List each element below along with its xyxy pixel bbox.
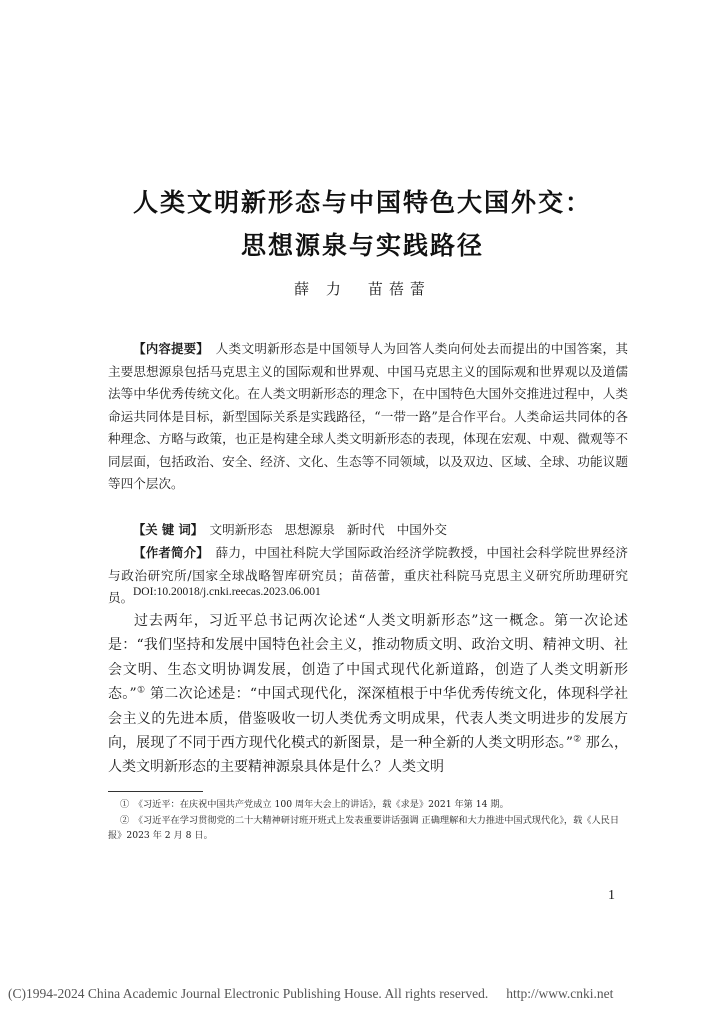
paper-title-line-2: 思想源泉与实践路径 [240,231,484,260]
keywords-tag: 【关 键 词】 [133,523,197,537]
copyright-footer [8,986,613,1002]
footnote-1: ① 《习近平：在庆祝中国共产党成立 100 周年大会上的讲话》，载《求是》2021 年第 14 期。 [120,799,509,810]
body-text-2: 第二次论述是：“中国式现代化，深深植根于中华优秀传统文化，体现科学社会主义的先进本质，借鉴吸收一切人类优秀文明成果，代表人类文明进步的发展方向，展现了不同于西方现代化模式的新图景，是一种全新的人类文明形态。” [108,686,628,752]
abstract-spacer [203,341,216,356]
abstract-text: 人类文明新形态是中国领导人为回答人类向何处去而提出的中国答案，其主要思想源泉包括马克思主义的国际观和世界观、中国马克思主义的国际观和世界观以及道儒法等中华优秀传统文化。在人类文明新形态的理念下，在中国特色大国外交推进过程中，人类命运共同体是目标，新型国际关系是实践路径，“一带一路”是合作平台。人类命运共同体的各种理念、方略与政策，也正是构建全球人类文明新形态的表现，体现在宏观、中观、微观等不同层面，包括政治、安全、经济、文化、生态等不同领域，以及双边、区域、全球、功能议题等四个层次。 [108,341,629,491]
abstract-tag: 【内容提要】 [133,342,203,356]
body-text-1: 过去两年，习近平总书记两次论述“人类文明新形态”这一概念。第一次论述是：“我们坚持和发展中国特色社会主义，推动物质文明、政治文明、精神文明、社会文明、生态文明协调发展，创造了中国式现代化新道路，创造了人类文明新形态。” [108,613,628,703]
doi: DOI:10.20018/j.cnki.reecas.2023.06.001 [133,586,321,598]
page-number: 1 [608,888,615,903]
copyright-text: (C)1994-2024 China Academic Journal Electronic Publishing House. All rights reserved. [8,986,489,1001]
paper-title-line-1: 人类文明新形态与中国特色大国外交： [132,188,592,217]
body-paragraph [108,609,628,780]
body-text-3: 那么，人类文明新形态的主要精神源泉具体是什么？人类文明 [108,735,629,776]
footnote-ref-1[interactable]: ① [136,685,146,696]
keywords [108,519,628,542]
keyword: 思想源泉 [284,522,335,537]
author-intro-text: 薛力，中国社科院大学国际政治经济学院教授，中国社会科学院世界经济与政治研究所/国家全球战略智库研究员；苗蓓蕾，重庆社科院马克思主义研究所助理研究员。 [108,545,629,605]
footnotes [108,797,628,844]
keyword: 新时代 [346,522,385,537]
keyword: 中国外交 [396,522,447,537]
copyright-url[interactable]: http://www.cnki.net [506,986,614,1001]
footnote-2: ② 《习近平在学习贯彻党的二十大精神研讨班开班式上发表重要讲话强调 正确理解和大力推进中国式现代化》，载《人民日报》2023 年 2 月 8 日。 [108,814,620,841]
authors: 薛 力 苗蓓蕾 [294,280,431,298]
abstract [108,338,628,496]
author-intro-tag: 【作者简介】 [133,546,203,560]
author-intro [108,542,628,610]
footnote-divider [108,791,203,792]
keyword: 文明新形态 [209,522,273,537]
footnote-ref-2[interactable]: ② [573,734,582,745]
